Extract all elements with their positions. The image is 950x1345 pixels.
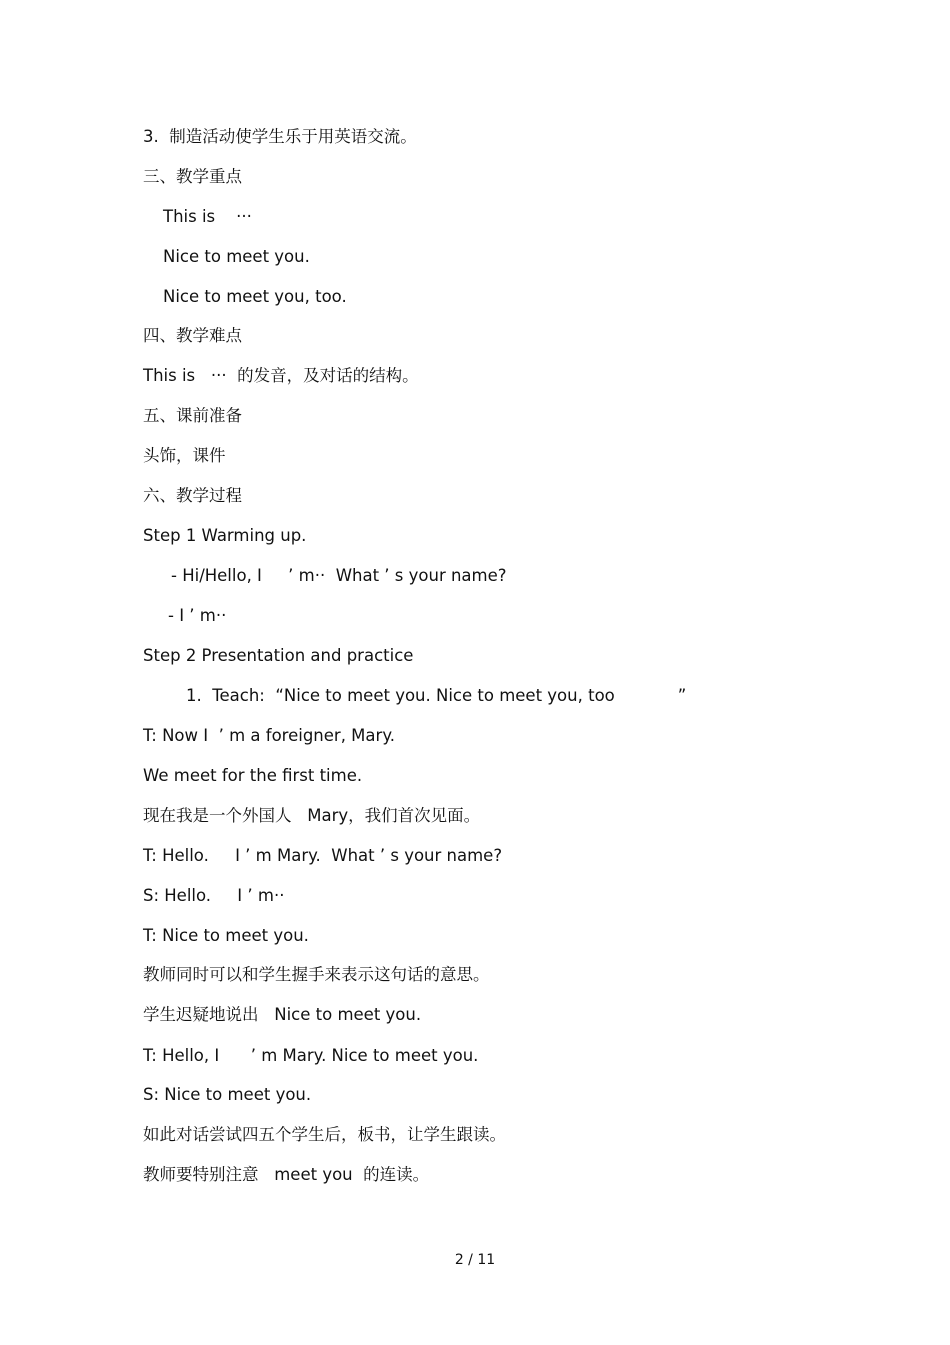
key-point-line: Nice to meet you, too. — [163, 287, 347, 306]
key-point-line: Nice to meet you. — [163, 247, 310, 266]
section-heading-preparation: 五、课前准备 — [143, 406, 242, 425]
dialogue-line: T: Now I ’ m a foreigner, Mary. — [143, 726, 395, 745]
difficulty-line: This is ··· 的发音，及对话的结构。 — [143, 366, 419, 385]
page-number: 2 / 11 — [454, 1252, 496, 1268]
note-line: 现在我是一个外国人 Mary，我们首次见面。 — [143, 806, 481, 825]
dialogue-line: - Hi/Hello, I ’ m·· What ’ s your name? — [171, 566, 507, 585]
preparation-line: 头饰，课件 — [143, 446, 226, 465]
step-heading: Step 2 Presentation and practice — [143, 646, 414, 665]
dialogue-line: T: Hello, I ’ m Mary. Nice to meet you. — [143, 1046, 479, 1065]
dialogue-line: - I ’ m·· — [168, 606, 227, 625]
dialogue-line: T: Hello. I ’ m Mary. What ’ s your name? — [143, 846, 503, 865]
note-line: 教师同时可以和学生握手来表示这句话的意思。 — [143, 965, 490, 984]
note-line: 教师要特别注意 meet you 的连读。 — [143, 1165, 430, 1184]
note-line: 如此对话尝试四五个学生后，板书，让学生跟读。 — [143, 1125, 506, 1144]
section-heading-difficulties: 四、教学难点 — [143, 326, 242, 345]
section-heading-process: 六、教学过程 — [143, 486, 242, 505]
dialogue-line: T: Nice to meet you. — [143, 926, 309, 945]
dialogue-line: We meet for the first time. — [143, 766, 363, 785]
dialogue-line: S: Hello. I ’ m·· — [143, 886, 285, 905]
teach-line: 1. Teach: “Nice to meet you. Nice to meet you, too ” — [186, 686, 687, 705]
objective-3: 3. 制造活动使学生乐于用英语交流。 — [143, 127, 417, 146]
dialogue-line: S: Nice to meet you. — [143, 1085, 312, 1104]
note-line: 学生迟疑地说出 Nice to meet you. — [143, 1005, 422, 1024]
key-point-line: This is ··· — [163, 207, 252, 226]
section-heading-key-points: 三、教学重点 — [143, 167, 242, 186]
step-heading: Step 1 Warming up. — [143, 526, 307, 545]
